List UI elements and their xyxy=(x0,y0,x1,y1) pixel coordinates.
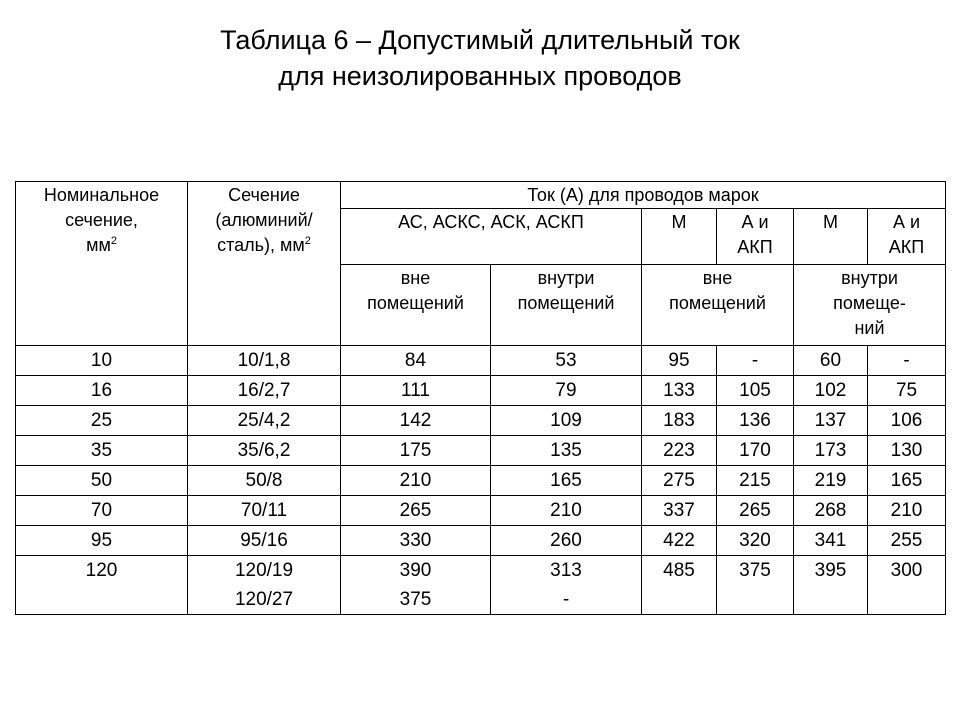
cell-akp-in: 106 xyxy=(868,406,946,436)
title-line-1: Таблица 6 – Допустимый длительный ток xyxy=(220,25,740,55)
cell-m-in: 102 xyxy=(794,376,868,406)
cell-nominal: 95 xyxy=(16,526,188,556)
table-row xyxy=(16,376,946,406)
header-inside-1: внутри помещений xyxy=(491,265,642,346)
cell-akp-out: 170 xyxy=(717,436,794,466)
cell-section: 25/4,2 xyxy=(188,406,341,436)
cell-ac-out: 175 xyxy=(341,436,491,466)
cell-akp-in: 300 xyxy=(868,556,946,615)
cell-ac-in: 79 xyxy=(491,376,642,406)
cell-ac-in: 260 xyxy=(491,526,642,556)
header-section: Сечение (алюминий/ сталь), $мм^2$ xyxy=(188,182,341,346)
table-row xyxy=(16,406,946,436)
cell-akp-out: - xyxy=(717,346,794,376)
cell-akp-in: - xyxy=(868,346,946,376)
cell-m-in: 268 xyxy=(794,496,868,526)
cell-nominal: 70 xyxy=(16,496,188,526)
cell-akp-out: 375 xyxy=(717,556,794,615)
cell-section: 35/6,2 xyxy=(188,436,341,466)
cell-nominal: 35 xyxy=(16,436,188,466)
cell-ac-out: 210 xyxy=(341,466,491,496)
cell-ac-in: 109 xyxy=(491,406,642,436)
header-brand-ac: АС, АСКС, АСК, АСКП xyxy=(341,209,642,265)
cell-akp-in: 165 xyxy=(868,466,946,496)
cell-akp-in: 255 xyxy=(868,526,946,556)
header-brand-akp-1: А и АКП xyxy=(717,209,794,265)
cell-ac-out: 84 xyxy=(341,346,491,376)
table-body xyxy=(16,346,946,556)
cell-ac-in: 313 - xyxy=(491,556,642,615)
header-brand-akp-2: А и АКП xyxy=(868,209,946,265)
header-nominal-section: Номинальное сечение, $мм^2$ xyxy=(16,182,188,346)
cell-section: 16/2,7 xyxy=(188,376,341,406)
header-outside-2: вне помещений xyxy=(642,265,794,346)
cell-akp-out: 265 xyxy=(717,496,794,526)
table-row xyxy=(16,346,946,376)
header-brand-m-1: М xyxy=(642,209,717,265)
cell-akp-out: 215 xyxy=(717,466,794,496)
cell-akp-in: 210 xyxy=(868,496,946,526)
cell-m-out: 223 xyxy=(642,436,717,466)
cell-akp-out: 136 xyxy=(717,406,794,436)
cell-ac-out: 142 xyxy=(341,406,491,436)
cell-m-in: 173 xyxy=(794,436,868,466)
header-outside-1: вне помещений xyxy=(341,265,491,346)
cell-m-in: 395 xyxy=(794,556,868,615)
cell-ac-in: 135 xyxy=(491,436,642,466)
cell-m-out: 422 xyxy=(642,526,717,556)
cell-m-in: 341 xyxy=(794,526,868,556)
cell-section: 10/1,8 xyxy=(188,346,341,376)
cell-section: 95/16 xyxy=(188,526,341,556)
cell-m-in: 60 xyxy=(794,346,868,376)
cell-ac-out: 265 xyxy=(341,496,491,526)
cell-akp-in: 75 xyxy=(868,376,946,406)
table-row xyxy=(16,466,946,496)
header-current-group: Ток (А) для проводов марок xyxy=(341,182,946,209)
cell-m-out: 95 xyxy=(642,346,717,376)
title-line-2: для неизолированных проводов xyxy=(278,61,682,91)
cell-m-in: 219 xyxy=(794,466,868,496)
cell-ac-out: 111 xyxy=(341,376,491,406)
header-inside-2: внутри помеще- ний xyxy=(794,265,946,346)
current-table xyxy=(15,181,946,615)
cell-m-out: 485 xyxy=(642,556,717,615)
cell-section: 70/11 xyxy=(188,496,341,526)
cell-akp-out: 320 xyxy=(717,526,794,556)
header-brand-m-2: М xyxy=(794,209,868,265)
cell-m-out: 133 xyxy=(642,376,717,406)
cell-section: 120/19 120/27 xyxy=(188,556,341,615)
cell-m-out: 337 xyxy=(642,496,717,526)
table-row xyxy=(16,526,946,556)
cell-ac-in: 165 xyxy=(491,466,642,496)
cell-m-out: 183 xyxy=(642,406,717,436)
cell-ac-out: 330 xyxy=(341,526,491,556)
cell-nominal: 10 xyxy=(16,346,188,376)
cell-nominal: 120 xyxy=(16,556,188,615)
cell-akp-in: 130 xyxy=(868,436,946,466)
table-row xyxy=(16,496,946,526)
page-title xyxy=(0,22,960,94)
cell-akp-out: 105 xyxy=(717,376,794,406)
table-row xyxy=(16,556,946,615)
cell-nominal: 16 xyxy=(16,376,188,406)
cell-m-in: 137 xyxy=(794,406,868,436)
cell-ac-out: 390 375 xyxy=(341,556,491,615)
cell-nominal: 50 xyxy=(16,466,188,496)
cell-ac-in: 53 xyxy=(491,346,642,376)
cell-section: 50/8 xyxy=(188,466,341,496)
cell-m-out: 275 xyxy=(642,466,717,496)
table-row xyxy=(16,436,946,466)
cell-ac-in: 210 xyxy=(491,496,642,526)
cell-nominal: 25 xyxy=(16,406,188,436)
